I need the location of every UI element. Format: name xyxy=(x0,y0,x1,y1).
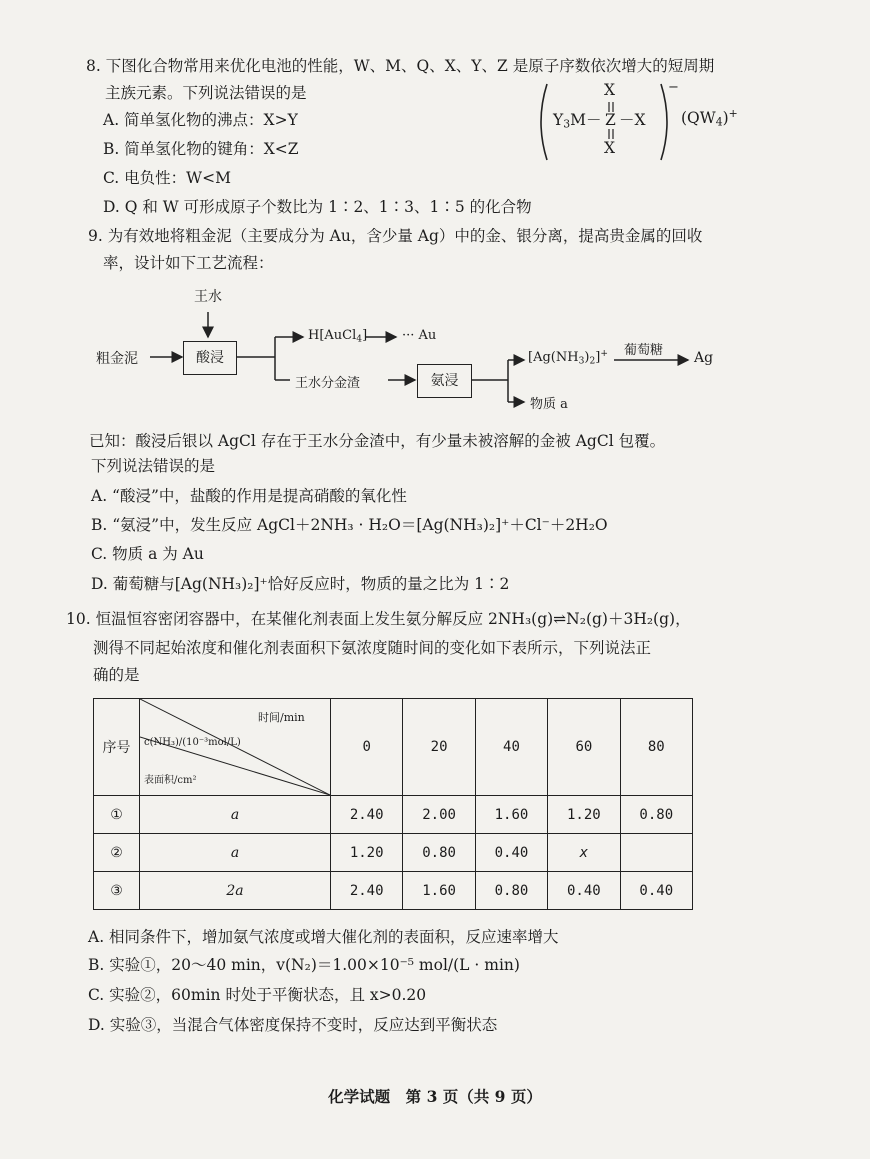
header-time-0: 0 xyxy=(331,699,403,796)
table-row xyxy=(94,872,693,910)
page-footer: 化学试题 第 3 页（共 9 页） xyxy=(328,1087,542,1106)
q10-option-a: A. 相同条件下，增加氨气浓度或增大催化剂的表面积，反应速率增大 xyxy=(88,928,559,946)
q8-option-b: B. 简单氢化物的键角：X<Z xyxy=(103,140,299,158)
row-value: 1.60 xyxy=(403,872,475,910)
q8-structure-figure xyxy=(535,80,775,170)
row-id: ③ xyxy=(94,872,140,910)
q9-option-d: D. 葡萄糖与[Ag(NH₃)₂]⁺恰好反应时，物质的量之比为 1∶2 xyxy=(91,575,510,593)
q8-option-a: A. 简单氢化物的沸点：X>Y xyxy=(103,111,298,129)
row-value: 0.40 xyxy=(475,834,547,872)
q8-atom-right-x: －X xyxy=(619,111,646,129)
header-time-60: 60 xyxy=(548,699,620,796)
row-value: x xyxy=(548,834,620,872)
q9-final-ag: Ag xyxy=(694,350,714,366)
q10-option-d: D. 实验③，当混合气体密度保持不变时，反应达到平衡状态 xyxy=(88,1016,498,1034)
q9-option-c: C. 物质 a 为 Au xyxy=(91,545,204,563)
row-area: a xyxy=(140,834,331,872)
row-value: 1.60 xyxy=(475,796,547,834)
q9-option-b: B. “氨浸”中，发生反应 AgCl＋2NH₃ · H₂O＝[Ag(NH₃)₂]⁺＋Cl⁻＋2H₂O xyxy=(91,516,608,534)
q10-stem-line3: 确的是 xyxy=(93,666,140,684)
table-header-row xyxy=(94,699,693,796)
row-value xyxy=(620,834,692,872)
header-seq: 序号 xyxy=(94,699,140,796)
q8-counter-ion: $(QW_4)^+$ xyxy=(681,107,738,129)
row-value: 1.20 xyxy=(548,796,620,834)
table-row xyxy=(94,834,693,872)
row-value: 0.40 xyxy=(548,872,620,910)
header-diagonal-cell xyxy=(140,699,331,796)
table-row xyxy=(94,796,693,834)
row-value: 1.20 xyxy=(331,834,403,872)
header-concentration: c(NH₃)/(10⁻³mol/L) xyxy=(144,737,241,748)
q10-option-c: C. 实验②，60min 时处于平衡状态，且 x>0.20 xyxy=(88,986,427,1004)
q9-branch-au: ··· Au xyxy=(402,328,437,343)
row-area: a xyxy=(140,796,331,834)
q8-option-c: C. 电负性：W<M xyxy=(103,169,231,187)
q9-step-ammonia-leach: 氨浸 xyxy=(417,364,472,398)
q10-stem-line2: 测得不同起始浓度和催化剂表面积下氨浓度随时间的变化如下表所示，下列说法正 xyxy=(93,639,652,657)
row-value: 0.80 xyxy=(475,872,547,910)
q9-stem-line2: 率，设计如下工艺流程： xyxy=(103,254,274,272)
row-value: 0.80 xyxy=(620,796,692,834)
q9-product-substance-a: 物质 a xyxy=(530,397,568,412)
q10-data-table xyxy=(93,698,693,910)
q8-stem-line2: 主族元素。下列说法错误的是 xyxy=(105,84,307,102)
q8-anion-charge: − xyxy=(668,80,679,95)
header-time: 时间/min xyxy=(258,711,305,724)
q8-atom-z: Z xyxy=(605,111,616,129)
row-value: 0.40 xyxy=(620,872,692,910)
q9-stem-line1: 9. 为有效地将粗金泥（主要成分为 Au，含少量 Ag）中的金、银分离，提高贵金属的回收 xyxy=(88,227,703,245)
row-id: ① xyxy=(94,796,140,834)
q8-atom-y: $Y_3M-$ xyxy=(553,111,602,131)
header-time-40: 40 xyxy=(475,699,547,796)
q8-option-d: D. Q 和 W 可形成原子个数比为 1∶2、1∶3、1∶5 的化合物 xyxy=(103,198,532,216)
header-time-80: 80 xyxy=(620,699,692,796)
q10-stem-line1: 10. 恒温恒容密闭容器中，在某催化剂表面上发生氨分解反应 2NH₃(g)⇌N₂(g)＋3H₂(g)， xyxy=(66,610,691,628)
header-area: 表面积/cm² xyxy=(144,775,197,786)
q9-input-crude-gold: 粗金泥 xyxy=(96,351,138,367)
row-id: ② xyxy=(94,834,140,872)
q9-question: 下列说法错误的是 xyxy=(91,457,216,475)
q9-step-acid-leach: 酸浸 xyxy=(183,341,237,375)
q9-reagent-glucose: 葡萄糖 xyxy=(624,343,664,358)
q8-atom-top-x: X xyxy=(604,81,616,99)
q9-product-silver-complex: $[Ag(NH_3)_2]^+$ xyxy=(528,349,608,367)
row-value: 2.40 xyxy=(331,872,403,910)
row-value: 2.00 xyxy=(403,796,475,834)
q9-option-a: A. “酸浸”中，盐酸的作用是提高硝酸的氧化性 xyxy=(91,487,407,505)
q9-reagent-aqua-regia: 王水 xyxy=(194,289,222,305)
q9-known: 已知：酸浸后银以 AgCl 存在于王水分金渣中，有少量未被溶解的金被 AgCl 包覆。 xyxy=(89,432,666,450)
row-value: 0.80 xyxy=(403,834,475,872)
row-area: 2a xyxy=(140,872,331,910)
header-time-20: 20 xyxy=(403,699,475,796)
q8-atom-bottom-x: X xyxy=(604,139,616,157)
q8-stem-line1: 8. 下图化合物常用来优化电池的性能，W、M、Q、X、Y、Z 是原子序数依次增大的短周期 xyxy=(86,57,715,75)
q10-option-b: B. 实验①，20～40 min，v(N₂)＝1.00×10⁻⁵ mol/(L · min) xyxy=(88,956,520,974)
q9-flowchart xyxy=(90,282,730,422)
q9-branch-haucl4: H[AuCl$_4$] xyxy=(308,328,368,345)
q9-branch-slag: 王水分金渣 xyxy=(295,376,361,391)
row-value: 2.40 xyxy=(331,796,403,834)
